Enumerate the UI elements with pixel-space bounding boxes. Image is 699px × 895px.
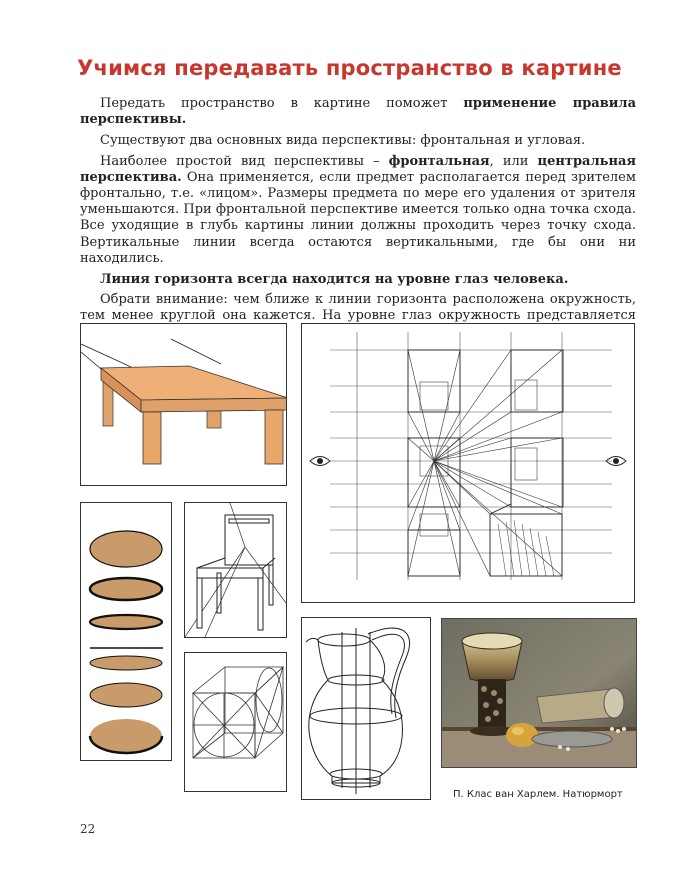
box-figure: [184, 652, 287, 792]
paragraph-5: Обрати внимание: чем ближе к линии горизонта расположена окружность, тем менее круглой она кажется. На уровне глаз окружность представляется: [80, 292, 636, 324]
jug-figure: [301, 617, 431, 800]
table-figure: [80, 323, 287, 486]
eye-left-icon: [310, 457, 330, 466]
ellipses-figure: [80, 502, 172, 761]
chair-figure: [184, 502, 287, 638]
page-number: 22: [80, 822, 96, 836]
painting-caption: П. Клас ван Харлем. Натюрморт: [453, 789, 623, 800]
still-life-painting: [441, 618, 637, 768]
paragraph-3: Наиболее простой вид перспективы – фронтальная, или центральная перспектива. Она применяется, если предмет располагается перед зрителем фронтально, т.е. «лицом». Размеры предмета по мере его удаления от зрителя уменьшаются. При фронтальной перспективе имеется только одна точка схода. Все уходящие в глубь картины линии должны проходить через точку схода. Вертикальные линии всегда остаются вертикальными, где бы они ни находились.: [80, 153, 636, 266]
perspective-grid-figure: [301, 323, 635, 603]
paragraph-4: Линия горизонта всегда находится на уровне глаз человека.: [100, 271, 569, 287]
paragraph-2: Существуют два основных вида перспективы: фронтальная и угловая.: [100, 132, 586, 148]
body-text: [80, 96, 636, 345]
page-title: Учимся передавать пространство в картине: [77, 56, 622, 80]
paragraph-1: Передать пространство в картине поможет применение правила перспективы.: [80, 96, 636, 128]
